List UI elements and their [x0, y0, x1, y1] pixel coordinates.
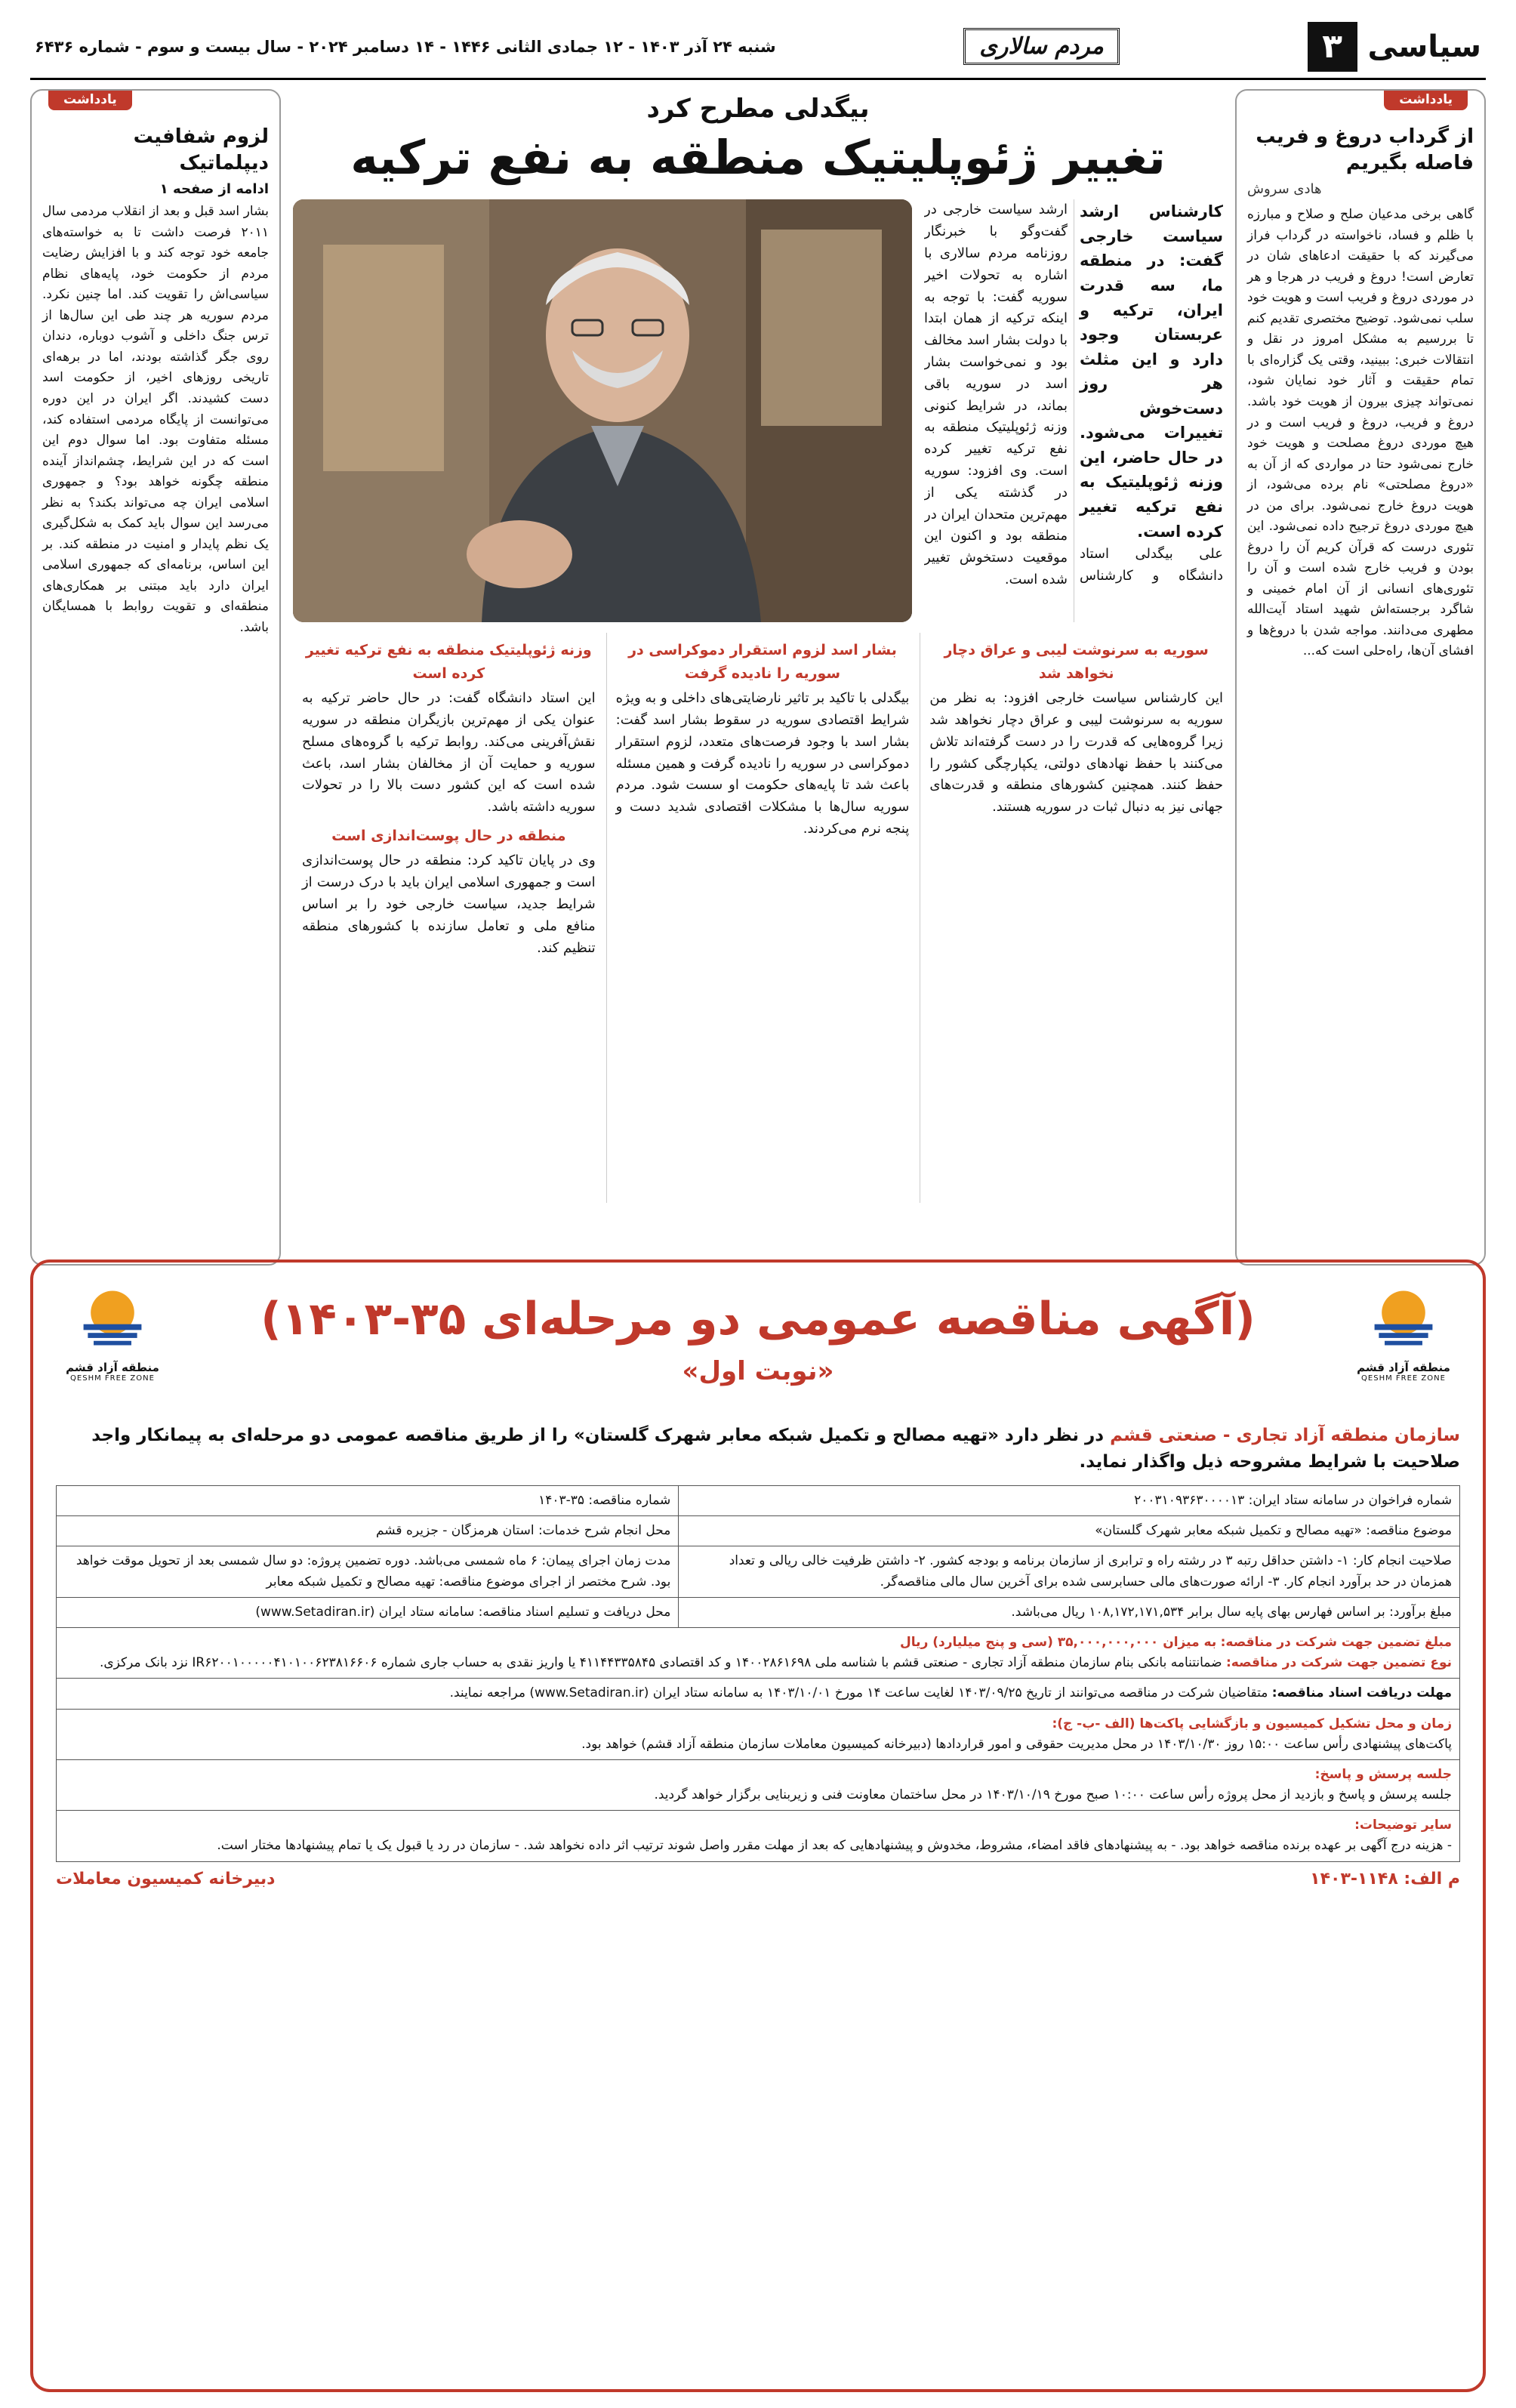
- table-cell: محل دریافت و تسلیم اسناد مناقصه: سامانه ستاد ایران (www.Setadiran.ir): [57, 1597, 679, 1627]
- guarantee-value: به میزان ۳۵,۰۰۰,۰۰۰,۰۰۰ (سی و پنج میلیارد) ریال: [900, 1634, 1217, 1650]
- table-row: [57, 1709, 1460, 1759]
- meeting-text: جلسه پرسش و پاسخ و بازدید از محل پروژه رأس ساعت ۱۰:۰۰ صبح مورخ ۱۴۰۳/۱۰/۱۹ در محل ساختمان معاونت فنی و زیربنایی برگزار خواهد گردید.: [654, 1787, 1452, 1803]
- ad-intro: [56, 1423, 1460, 1475]
- table-row: [57, 1811, 1460, 1861]
- photo-illustration: [293, 199, 912, 622]
- table-cell: [57, 1811, 1460, 1861]
- logo-name: منطقه آزاد قشم: [66, 1361, 159, 1374]
- article-subhead: سوریه به سرنوشت لیبی و عراق دچار نخواهد شد: [944, 642, 1209, 682]
- section-name: سیاسی: [1367, 29, 1481, 64]
- table-row: [57, 1546, 1460, 1597]
- article-subhead: منطقه در حال پوست‌اندازی است: [331, 827, 566, 844]
- note-body: بشار اسد قبل و بعد از انقلاب مردمی سال ۲۰۱۱ فرصت داشت تا به خواسته‌های جامعه خود توجه کند و با افزایش رضایت مردم از حکومت خود، پایه‌های نظام سیاسی‌اش را تقویت کند. اما چنین نکرد. مردم سوریه هر چند طی این سال‌ها از ترس جنگ داخلی و آشوب دوباره، دندان روی جگر گذاشته بودند، اما در برهه‌ای تاریخی روزهای اخیر، از حکومت اسد دست کشیدند. اگر ایران در این دوره می‌توانست از پایگاه مردمی استفاده کند، مسئله متفاوت بود. اما سوال دوم این است که در این شرایط، چشم‌انداز آینده منطقه چگونه خواهد بود؟ و جمهوری اسلامی ایران چه می‌تواند بکند؟ به نظر می‌رسد این سوال باید کمک به شکل‌گیری یک نظم پایدار و امنیت در منطقه کند. بر این اساس، برنامه‌ای که جمهوری اسلامی ایران دارد باید مبتنی بر همکاری‌های منطقه‌ای و تقویت روابط با همسایگان باشد.: [42, 204, 269, 635]
- table-cell: صلاحیت انجام کار: ۱- داشتن حداقل رتبه ۳ در رشته راه و ترابری از سازمان برنامه و بودجه کشور. ۲- داشتن ظرفیت خالی ریالی و تعداد همزمان در حد برآورد انجام کار. ۳- ارائه صورت‌های مالی حسابرسی شده برای آخرین سال مالی مناقصه‌گر.: [679, 1546, 1460, 1597]
- guarantee-type-label: نوع تضمین جهت شرکت در مناقصه:: [1225, 1655, 1452, 1671]
- note-continuation: ادامه از صفحه ۱: [159, 181, 269, 198]
- article-subhead: وزنه ژئوپلیتیک منطقه به نفع ترکیه تغییر کرده است: [305, 642, 592, 682]
- ad-footer-org: دبیرخانه کمیسیون معاملات: [56, 1869, 276, 1888]
- note-tag: یادداشت: [1384, 89, 1468, 110]
- article-headline: تغییر ژئوپلیتیک منطقه به نفع ترکیه: [350, 130, 1166, 185]
- note-body: گاهی برخی مدعیان صلح و صلاح و مبارزه با ظلم و فساد، ناخواسته در گرداب فراز می‌گیرند که با حقیقت ادعاهای شان در تعارض است! دروغ و فریب در هرجا و هر در موردی دروغ و فریب است و هویت خود سلب نمی‌شود. توضیح مختصری تقدیم کنم تا بررسیم به مشکل امروز در نقل و انتقالات خبری: ببینید، وقتی یک گزاره‌ای با تمام حقیقت و آثار خود نمایان شود، نمی‌تواند چیزی بیرون از هویت خود باشد. دروغ و فریب، دروغ و فریب است و در هیچ موردی دروغ مصلحت و هویت خود خارج نمی‌شود حتا در مواردی که از آن به «دروغ مصلحتی» نام برده می‌شود، از هویت دروغ خارج نمی‌شود. برای من در هیچ موردی دروغ ترجیح داده نمی‌شود. این تئوری درست که قرآن کریم آن را دروغ بودن و فریب خارج شده است و آن را تئوری‌های انسانی از آن امام خمینی و شاگرد برجسته‌اش شهید استاد آیت‌الله مطهری می‌دانند. مواجه شدن با دروغ‌ها و افشای آن‌ها، راه‌حلی است که...: [1247, 207, 1474, 659]
- sun-logo-icon: [76, 1282, 149, 1355]
- table-row: [57, 1679, 1460, 1709]
- interviewee-photo: [293, 199, 912, 622]
- page-number: ۳: [1308, 22, 1357, 72]
- ad-footer: [56, 1870, 1460, 1888]
- logo-name-en: QESHM FREE ZONE: [70, 1374, 155, 1383]
- table-row: [57, 1759, 1460, 1810]
- guarantee-label: مبلغ تضمین جهت شرکت در مناقصه:: [1220, 1634, 1452, 1650]
- table-cell: موضوع مناقصه: «تهیه مصالح و تکمیل شبکه معابر شهرک گلستان»: [679, 1516, 1460, 1546]
- right-column-note: [1235, 89, 1486, 1266]
- article-lead: کارشناس ارشد سیاست خارجی گفت: در منطقه ما، سه قدرت ایران، ترکیه و عربستان وجود دارد و این مثلث هر روز دست‌خوش تغییرات می‌شود. در حال حاضر، این وزنه ژئوپلیتیک به نفع ترکیه تغییر کرده است.: [1080, 202, 1223, 541]
- guarantee-type: ضمانتنامه بانکی بنام سازمان منطقه آزاد تجاری - صنعتی قشم با شناسه ملی ۱۴۰۰۲۸۶۱۶۹۸ و کد اقتصادی ۴۱۱۴۴۳۳۵۸۴۵ یا واریز نقدی به حساب جاری شماره IR۶۲۰۰۱۰۰۰۰۰۴۱۰۱۰۰۶۲۳۸۱۶۶۰۶ نزد بانک مرکزی.: [99, 1655, 1222, 1671]
- article-subhead: بشار اسد لزوم استقرار دموکراسی در سوریه را نادیده گرفت: [628, 642, 897, 682]
- qeshm-logo-left: [56, 1282, 169, 1383]
- table-cell: مدت زمان اجرای پیمان: ۶ ماه شمسی می‌باشد. دوره تضمین پروژه: دو سال شمسی بعد از تحویل موقت خواهد بود. شرح مختصر از اجرای موضوع مناقصه: تهیه مصالح و تکمیل شبکه معابر: [57, 1546, 679, 1597]
- main-article: [293, 89, 1223, 1266]
- table-cell: [57, 1679, 1460, 1709]
- issue-date-line: شنبه ۲۴ آذر ۱۴۰۳ - ۱۲ جمادی الثانی ۱۴۴۶ - ۱۴ دسامبر ۲۰۲۴ - سال بیست و سوم - شماره ۶۴۳۶: [35, 37, 776, 56]
- deadline-label: مهلت دریافت اسناد مناقصه:: [1271, 1685, 1452, 1701]
- table-cell: شماره مناقصه: ۳۵-۱۴۰۳: [57, 1486, 679, 1516]
- article-paragraph: این استاد دانشگاه گفت: در حال حاضر ترکیه به عنوان یکی از مهم‌ترین بازیگران منطقه در سوریه نقش‌آفرینی می‌کند. روابط ترکیه با گروه‌های مسلح سوریه و حمایت آن از مخالفان بشار اسد، باعث شده است که این کشور دست بالا را در تحولات سوریه داشته باشد.: [301, 690, 596, 816]
- article-columns: [293, 633, 1223, 1203]
- ad-footer-code: م الف: ۱۱۴۸-۱۴۰۳: [1310, 1869, 1460, 1888]
- articles-area: [30, 89, 1486, 1266]
- article-paragraph: بیگدلی با تاکید بر تاثیر نارضایتی‌های داخلی و به ویژه شرایط اقتصادی سوریه در سقوط بشار اسد گفت: بشار اسد با وجود فرصت‌های متعدد، لزوم استقرار دموکراسی در سوریه را نادیده گرفت و همین مسئله باعث شد تا پایه‌های حکومت او سست شود. مردم سوریه سال‌ها با مشکلات اقتصادی شدید دست و پنجه نرم می‌کردند.: [615, 690, 910, 837]
- sun-logo-icon: [1367, 1282, 1440, 1355]
- notes-text: - هزینه درج آگهی بر عهده برنده مناقصه خواهد بود. - به پیشنهادهای فاقد امضاء، مشروط، مخدوش و پیشنهادهایی که بعد از مهلت مقرر واصل شوند ترتیب اثر داده نخواهد شد. - سازمان در رد یا قبول یک یا تمام پیشنهادها مختار است.: [217, 1838, 1452, 1854]
- logo-name-en: QESHM FREE ZONE: [1361, 1374, 1446, 1383]
- article-text-upper: [924, 199, 1223, 622]
- ad-organization: سازمان منطقه آزاد تجاری - صنعتی قشم: [1110, 1426, 1460, 1445]
- table-cell: محل انجام شرح خدمات: استان هرمزگان - جزیره قشم: [57, 1516, 679, 1546]
- table-row: [57, 1516, 1460, 1546]
- table-cell: [57, 1759, 1460, 1810]
- deadline-text: متقاضیان شرکت در مناقصه می‌توانند از تاریخ ۱۴۰۳/۰۹/۲۵ لغایت ساعت ۱۴ مورخ ۱۴۰۳/۱۰/۰۱ به سامانه ستاد ایران (www.Setadiran.ir) مراجعه نمایند.: [449, 1685, 1268, 1701]
- table-row: [57, 1486, 1460, 1516]
- note-author: هادی سروش: [1247, 181, 1322, 198]
- article-paragraph: این کارشناس سیاست خارجی افزود: به نظر من سوریه به سرنوشت لیبی و عراق دچار نخواهد شد زیرا گروه‌هایی که قدرت را در دست گرفته‌اند تلاش می‌کنند با حفظ نهادهای دولتی، یکپارچگی کشور را حفظ کنند. همچنین کشورهای منطقه و قدرت‌های جهانی نیز به دنبال ثبات در سوریه هستند.: [929, 690, 1223, 816]
- table-cell: مبلغ برآورد: بر اساس فهارس بهای پایه سال برابر ۱۰۸,۱۷۲,۱۷۱,۵۳۴ ریال می‌باشد.: [679, 1597, 1460, 1627]
- meeting-label: جلسه پرسش و پاسخ:: [1314, 1766, 1452, 1782]
- article-paragraph: علی بیگدلی استاد دانشگاه و کارشناس ارشد سیاست خارجی در گفت‌وگو با خبرنگار روزنامه مردم سالاری با اشاره به تحولات اخیر سوریه گفت: با توجه به اینکه ترکیه از همان ابتدا با دولت بشار اسد مخالف بود و نمی‌خواست بشار اسد در سوریه باقی بماند، در شرایط کنونی وزنه ژئوپلیتیک منطقه به نفع ترکیه تغییر کرده است. وی افزود: سوریه در گذشته یکی از مهم‌ترین متحدان ایران در منطقه بود و اکنون این موقعیت دستخوش تغییر شده است.: [924, 202, 1223, 587]
- opening-text: پاکت‌های پیشنهادی رأس ساعت ۱۵:۰۰ روز ۱۴۰۳/۱۰/۳۰ در محل مدیریت حقوقی و امور قراردادها (دبیرخانه کمیسیون معاملات سازمان منطقه آزاد قشم) خواهد بود.: [581, 1736, 1452, 1752]
- table-cell: شماره فراخوان در سامانه ستاد ایران: ۲۰۰۳۱۰۹۳۶۳۰۰۰۰۱۳: [679, 1486, 1460, 1516]
- table-row: [57, 1627, 1460, 1678]
- table-cell: [57, 1709, 1460, 1759]
- table-cell: [57, 1627, 1460, 1678]
- ad-title: (آگهی مناقصه عمومی دو مرحله‌ای ۳۵-۱۴۰۳): [260, 1293, 1256, 1346]
- note-title: لزوم شفافیت دیپلماتیک: [133, 125, 269, 175]
- ad-subtitle: «نوبت اول»: [682, 1356, 834, 1386]
- tender-advertisement: [30, 1259, 1486, 2392]
- note-tag: یادداشت: [48, 89, 132, 110]
- ad-intro-text: در نظر دارد «تهیه مصالح و تکمیل شبکه معابر شهرک گلستان» را از طریق مناقصه عمومی دو مرحله‌ای به پیمانکار واجد صلاحیت با شرایط مشروحه ذیل واگذار نماید.: [91, 1426, 1460, 1472]
- tender-details-table: [56, 1485, 1460, 1862]
- article-column: [606, 633, 910, 1203]
- qeshm-logo-right: [1347, 1282, 1460, 1383]
- article-column: [293, 633, 596, 1203]
- notes-label: سایر توضیحات:: [1354, 1818, 1452, 1833]
- table-row: [57, 1597, 1460, 1627]
- opening-label: زمان و محل تشکیل کمیسیون و بازگشایی پاکت‌ها (الف -ب- ج):: [1052, 1716, 1452, 1731]
- article-kicker: بیگدلی مطرح کرد: [646, 94, 870, 124]
- article-column: [920, 633, 1223, 1203]
- logo-name: منطقه آزاد قشم: [1357, 1361, 1450, 1374]
- masthead: [30, 15, 1486, 80]
- newspaper-logo: مردم سالاری: [963, 28, 1119, 65]
- article-paragraph: وی در پایان تاکید کرد: منطقه در حال پوست‌اندازی است و جمهوری اسلامی ایران باید با درک درست از شرایط جدید، سیاست خارجی خود را بر اساس منافع ملی و تعامل سازنده با کشورهای منطقه تنظیم کند.: [301, 853, 596, 956]
- note-title: از گرداب دروغ و فریب فاصله بگیریم: [1256, 125, 1474, 175]
- left-column-note: [30, 89, 281, 1266]
